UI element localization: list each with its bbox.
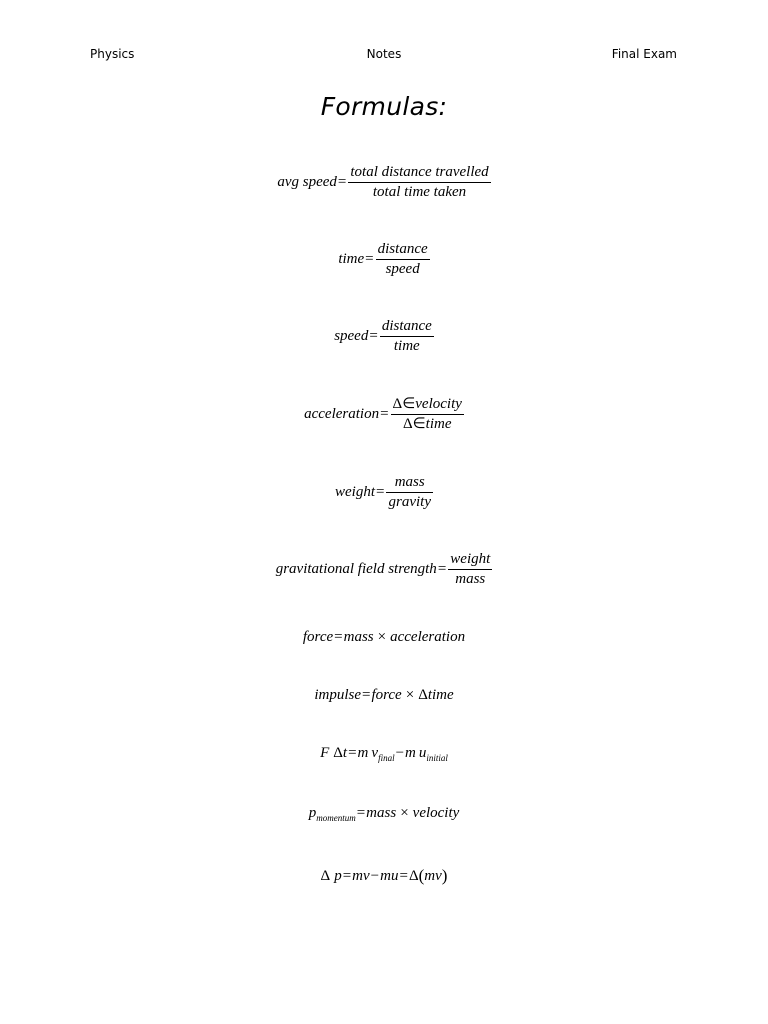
equals-sign: = bbox=[369, 328, 378, 344]
term: p bbox=[308, 805, 317, 821]
numerator: total distance travelled bbox=[350, 164, 489, 180]
formula-lhs: impulse bbox=[314, 687, 361, 703]
right-paren: ) bbox=[441, 866, 448, 885]
denominator: total time taken bbox=[348, 182, 490, 201]
term: m bbox=[405, 745, 416, 761]
minus-sign: − bbox=[395, 745, 405, 761]
formula-lhs: acceleration bbox=[304, 406, 380, 422]
equals-sign: = bbox=[356, 805, 366, 821]
page-title: Formulas: bbox=[320, 92, 448, 121]
delta-symbol: Δ∈ bbox=[392, 396, 416, 412]
equals-sign: = bbox=[365, 251, 374, 267]
formula-lhs: weight bbox=[335, 484, 376, 500]
delta-symbol: Δ∈ bbox=[402, 416, 426, 432]
numerator: distance bbox=[381, 318, 432, 334]
numerator bbox=[391, 396, 464, 414]
term: mu bbox=[380, 867, 399, 884]
header-right: Final Exam bbox=[611, 47, 677, 61]
denominator: time bbox=[380, 336, 434, 355]
formula-acceleration bbox=[0, 396, 768, 433]
times-sign: × bbox=[405, 687, 415, 703]
subscript: initial bbox=[426, 752, 448, 763]
fraction bbox=[386, 474, 433, 511]
delta-symbol: Δ bbox=[418, 687, 428, 703]
formula-avg-speed bbox=[0, 164, 768, 201]
term: mass bbox=[366, 805, 397, 821]
delta-symbol: Δ bbox=[320, 867, 331, 884]
term: velocity bbox=[412, 805, 460, 821]
numerator: distance bbox=[377, 241, 428, 257]
term: force bbox=[371, 687, 402, 703]
subscript: final bbox=[378, 752, 395, 763]
formula-gravitational-field-strength bbox=[0, 551, 768, 588]
header-left: Physics bbox=[90, 47, 135, 61]
subscript: momentum bbox=[316, 812, 356, 823]
equals-sign: = bbox=[361, 687, 371, 703]
denominator-text: time bbox=[425, 416, 452, 432]
term: mass bbox=[343, 629, 374, 645]
term: v bbox=[371, 745, 379, 761]
fraction bbox=[391, 396, 464, 433]
term: mv bbox=[424, 867, 442, 884]
term: u bbox=[418, 745, 427, 761]
left-paren: ( bbox=[418, 866, 425, 885]
numerator: mass bbox=[394, 474, 425, 490]
header-center: Notes bbox=[366, 47, 402, 61]
fraction bbox=[348, 164, 490, 201]
equals-sign: = bbox=[380, 406, 389, 422]
denominator: speed bbox=[376, 259, 430, 278]
times-sign: × bbox=[377, 629, 387, 645]
term: F bbox=[320, 745, 330, 761]
numerator: weight bbox=[450, 551, 491, 567]
denominator: gravity bbox=[388, 494, 431, 510]
equals-sign: = bbox=[437, 561, 447, 577]
term: m bbox=[357, 745, 369, 761]
formula-lhs: avg speed bbox=[277, 174, 337, 190]
formula-lhs: speed bbox=[334, 328, 369, 344]
times-sign: × bbox=[400, 805, 409, 821]
formula-lhs: force bbox=[302, 629, 334, 645]
delta-symbol: Δ bbox=[333, 745, 343, 761]
formula-force bbox=[0, 629, 768, 646]
formula-change-in-momentum bbox=[0, 866, 768, 886]
formula-impulse-momentum bbox=[0, 745, 768, 762]
delta-symbol: Δ bbox=[408, 867, 419, 884]
term: p bbox=[334, 867, 342, 884]
formula-lhs: time bbox=[338, 251, 365, 267]
fraction bbox=[380, 318, 434, 355]
equals-sign: = bbox=[334, 629, 343, 645]
formula-lhs: gravitational field strength bbox=[275, 561, 437, 577]
formula-impulse bbox=[0, 687, 768, 704]
page-header bbox=[0, 47, 768, 65]
formula-weight bbox=[0, 474, 768, 511]
formula-speed bbox=[0, 318, 768, 355]
term: time bbox=[427, 687, 454, 703]
equals-sign: = bbox=[342, 867, 352, 884]
fraction bbox=[376, 241, 430, 278]
equals-sign: = bbox=[376, 484, 385, 500]
denominator: mass bbox=[448, 569, 492, 588]
minus-sign: − bbox=[370, 867, 380, 884]
term: t bbox=[342, 745, 348, 761]
formula-time bbox=[0, 241, 768, 278]
equals-sign: = bbox=[348, 745, 357, 761]
fraction bbox=[448, 551, 492, 588]
equals-sign: = bbox=[337, 174, 347, 190]
denominator bbox=[391, 414, 464, 433]
term: mv bbox=[352, 867, 370, 884]
numerator-text: velocity bbox=[415, 396, 462, 412]
equals-sign: = bbox=[399, 867, 408, 884]
term: acceleration bbox=[390, 629, 466, 645]
formula-momentum bbox=[0, 805, 768, 822]
